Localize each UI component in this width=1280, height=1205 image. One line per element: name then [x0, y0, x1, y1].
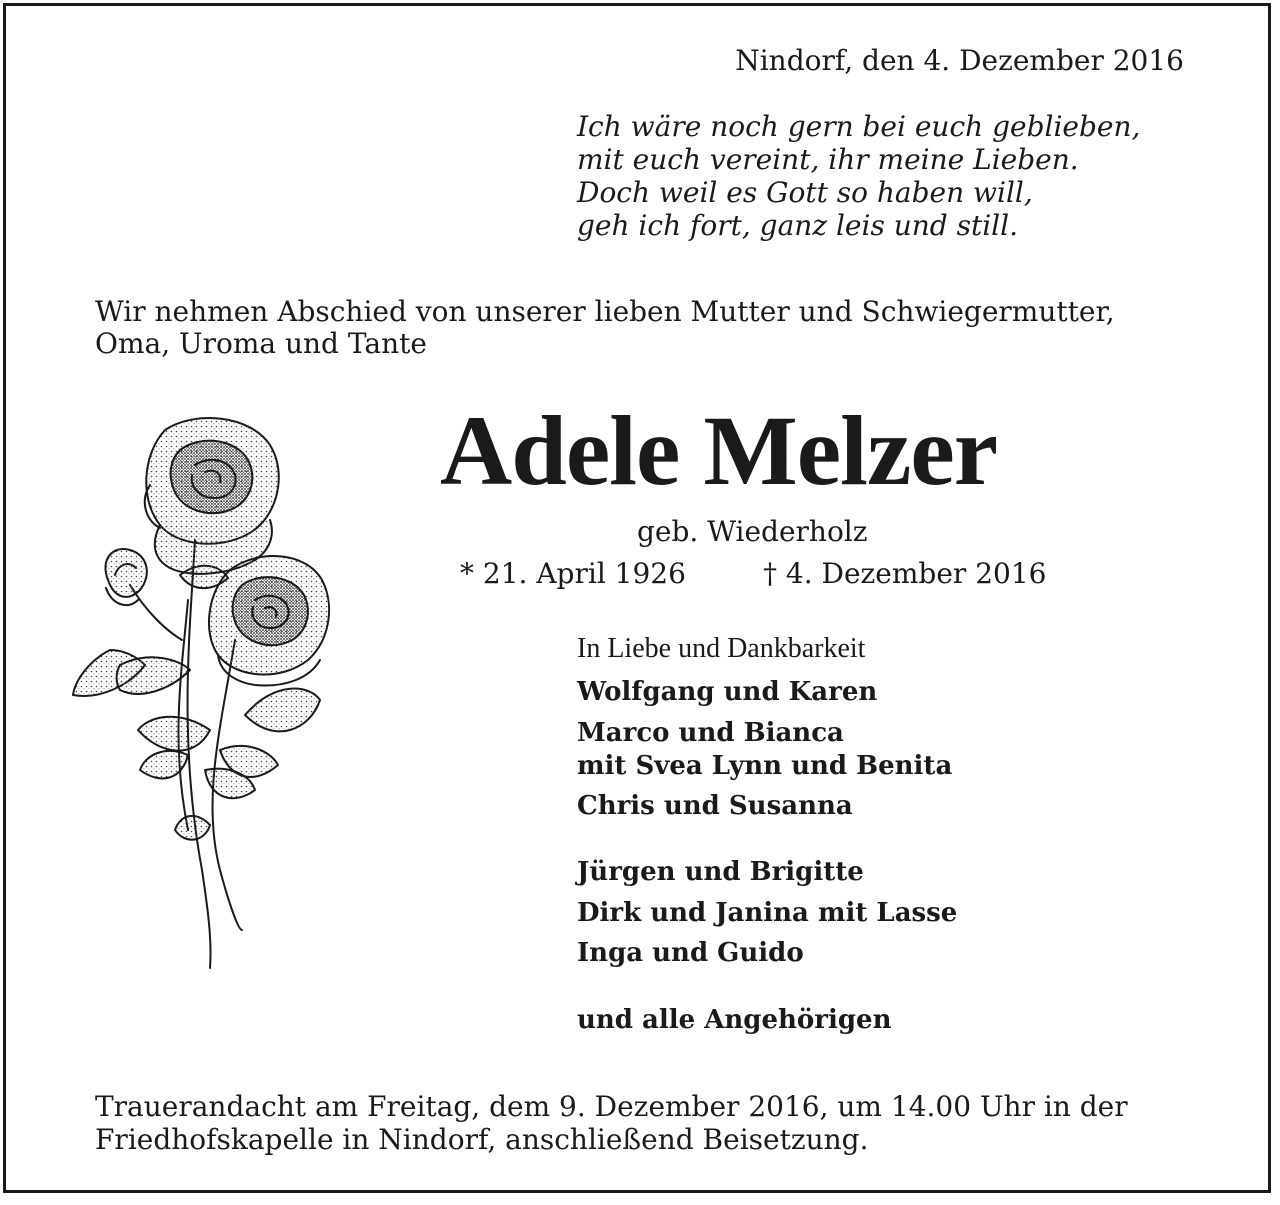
intro-line: Oma, Uroma und Tante — [95, 327, 427, 360]
poem — [577, 110, 1140, 242]
mourner-line: Marco und Bianca — [577, 718, 844, 748]
rose-illustration-icon — [70, 410, 340, 975]
mourner-line: Chris und Susanna — [577, 791, 853, 821]
poem-line: mit euch vereint, ihr meine Lieben. — [577, 143, 1079, 176]
intro-text — [95, 296, 1115, 360]
service-line: Trauerandacht am Freitag, dem 9. Dezember 2016, um 14.00 Uhr in der — [95, 1090, 1128, 1123]
poem-line: geh ich fort, ganz leis und still. — [577, 209, 1018, 242]
poem-line: Doch weil es Gott so haben will, — [577, 176, 1033, 209]
birth-date: * 21. April 1926 — [460, 557, 686, 590]
place-date: Nindorf, den 4. Dezember 2016 — [735, 44, 1184, 77]
mourner-line: mit Svea Lynn und Benita — [577, 751, 953, 781]
mourner-line: Dirk und Janina mit Lasse — [577, 898, 958, 928]
mourner-line: und alle Angehörigen — [577, 1005, 892, 1035]
mourner-line: Inga und Guido — [577, 938, 804, 968]
service-info — [95, 1090, 1128, 1156]
death-date: † 4. Dezember 2016 — [763, 557, 1047, 590]
deceased-name: Adele Melzer — [440, 395, 998, 506]
mourner-line: Jürgen und Brigitte — [577, 857, 864, 887]
birth-name: geb. Wiederholz — [637, 515, 868, 548]
intro-line: Wir nehmen Abschied von unserer lieben Mutter und Schwiegermutter, — [95, 295, 1115, 328]
service-line: Friedhofskapelle in Nindorf, anschließend Beisetzung. — [95, 1123, 869, 1156]
mourner-line: Wolfgang und Karen — [577, 677, 878, 707]
love-line: In Liebe und Dankbarkeit — [577, 633, 866, 664]
poem-line: Ich wäre noch gern bei euch geblieben, — [577, 110, 1141, 143]
